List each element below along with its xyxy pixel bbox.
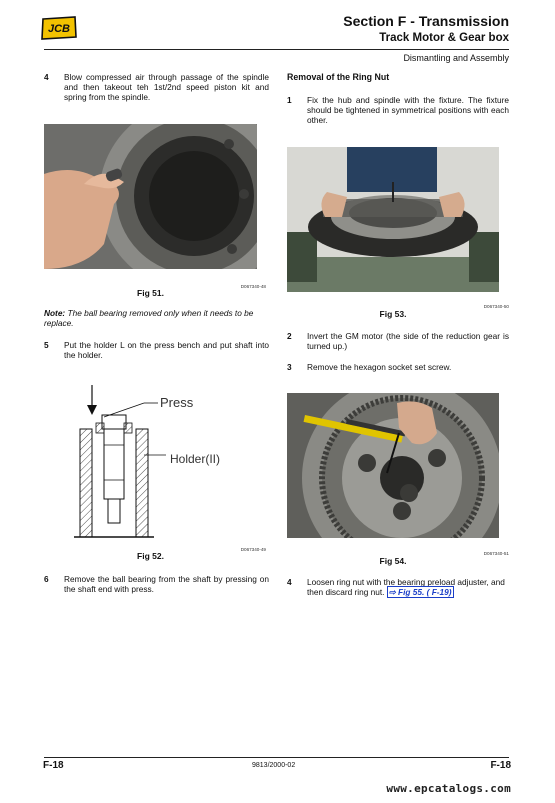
- step-number: 6: [44, 574, 49, 584]
- step-text: Blow compressed air through passage of the spindle and then takeout teh 1st/2nd speed piston kit and spring from the spindle.: [64, 72, 269, 103]
- step-number: 4: [44, 72, 49, 82]
- step-number: 4: [287, 577, 292, 587]
- right-step-3: [287, 362, 509, 374]
- fig-52-caption: Fig 52.: [137, 551, 164, 561]
- ring-nut-heading: Removal of the Ring Nut: [287, 72, 390, 82]
- logo-text: JCB: [47, 23, 71, 35]
- watermark-url[interactable]: www.epcatalogs.com: [386, 782, 511, 795]
- note: [44, 308, 269, 328]
- left-step-4: [44, 72, 269, 104]
- fig-55-link[interactable]: ⇨ Fig 55. ( F-19): [388, 587, 452, 598]
- step-text: Invert the GM motor (the side of the reduction gear is turned up.): [307, 331, 509, 352]
- header-divider: [44, 49, 509, 50]
- document-code: 9813/2000-02: [252, 762, 296, 769]
- fig-51-caption: Fig 51.: [137, 288, 164, 298]
- left-step-6: [44, 574, 269, 596]
- step-text: Put the holder L on the press bench and put shaft into the holder.: [64, 340, 269, 361]
- step-number: 1: [287, 95, 292, 105]
- step-text: Fix the hub and spindle with the fixture. The fixture should be tightened in symmetrical positions with each other.: [307, 95, 509, 126]
- step-number: 3: [287, 362, 292, 372]
- fig-51-photo: [44, 124, 257, 269]
- fig-53-photo: [287, 147, 499, 292]
- footer-divider: [44, 757, 509, 758]
- fig-53-ref: D067340-50: [483, 304, 509, 309]
- left-step-5: [44, 340, 269, 362]
- step-text: Loosen ring nut with the bearing preload adjuster, and then discard ring nut.: [307, 577, 505, 598]
- step-text-wrap: [307, 577, 509, 597]
- holder-label: Holder(II): [170, 452, 221, 466]
- right-step-1: [287, 95, 509, 127]
- fig-53-caption: Fig 53.: [379, 309, 407, 319]
- fig-54-photo: [287, 393, 499, 538]
- step-text: Remove the ball bearing from the shaft by pressing on the shaft end with press.: [64, 574, 269, 595]
- right-step-4: [287, 577, 509, 599]
- fig-54-caption: Fig 54.: [379, 556, 407, 566]
- fig-51-ref: D067340-48: [240, 284, 266, 289]
- press-label: Press: [160, 395, 194, 410]
- fig-52-diagram: [74, 385, 259, 545]
- fig-54-ref: D067340-51: [483, 551, 509, 556]
- step-number: 5: [44, 340, 49, 350]
- page-number-right: F-18: [490, 760, 511, 771]
- section-sub-subtitle: Dismantling and Assembly: [403, 53, 509, 63]
- section-subtitle: Track Motor & Gear box: [379, 32, 509, 44]
- fig-52-ref: D067340-49: [240, 547, 266, 552]
- step-number: 2: [287, 331, 292, 341]
- note-text: The ball bearing removed only when it needs to be replace.: [44, 308, 254, 329]
- jcb-logo: [40, 16, 78, 40]
- right-step-2: [287, 331, 509, 353]
- section-title: Section F - Transmission: [343, 13, 509, 29]
- note-label: Note:: [44, 308, 66, 318]
- page-number-left: F-18: [43, 760, 64, 771]
- step-text: Remove the hexagon socket set screw.: [307, 362, 452, 372]
